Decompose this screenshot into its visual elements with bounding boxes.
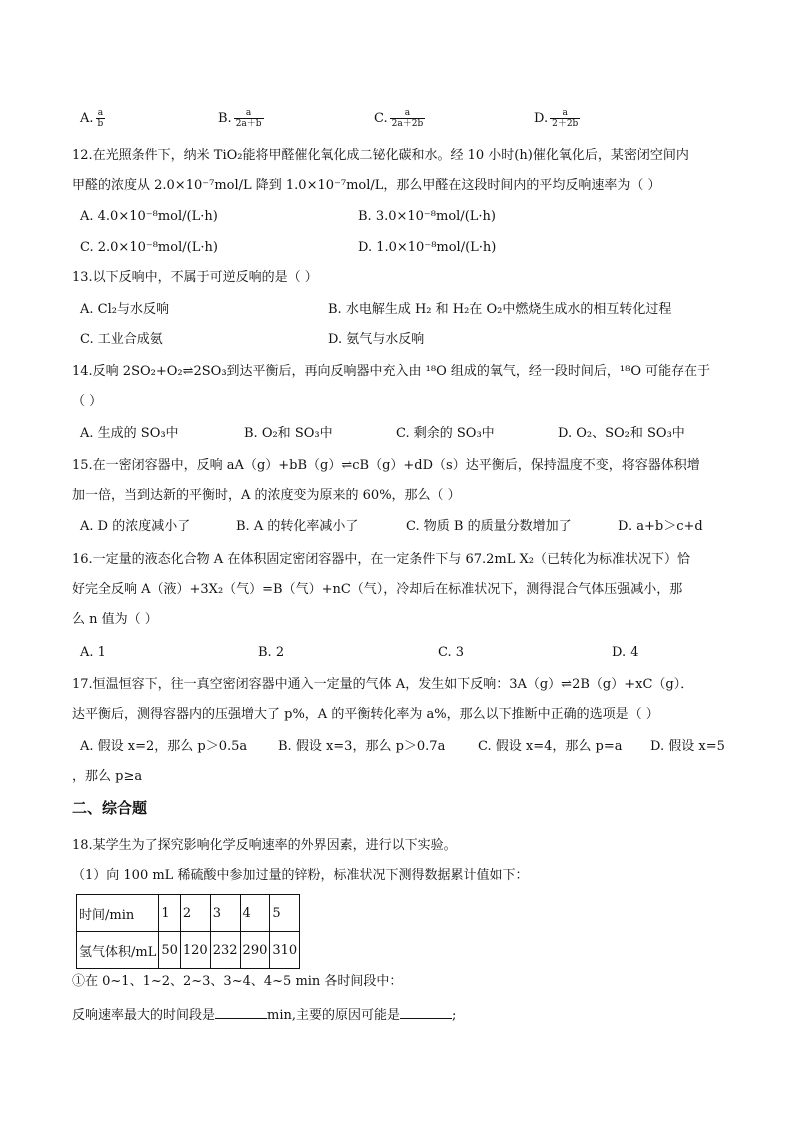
- table-cell: 时间/min: [77, 895, 159, 932]
- q13-option-c: C. 工业合成氨: [80, 332, 163, 347]
- q17-option-d-continued: ，那么 p≥a: [72, 769, 143, 784]
- q15-stem-line1: 15.在一密闭容器中，反响 aA（g）+bB（g）⇌cB（g）+dD（s）达平衡后，保持温度不变，将容器体积增: [72, 458, 700, 473]
- q15-option-d: D. a+b＞c+d: [618, 519, 703, 534]
- q17-option-b: B. 假设 x=3，那么 p＞0.7a: [278, 739, 446, 754]
- q14-option-b: B. O₂和 SO₃中: [244, 426, 333, 441]
- table-cell: 232: [210, 932, 240, 969]
- q17-stem-line2: 达平衡后，测得容器内的压强增大了 p%，A 的平衡转化率为 a%，那么以下推断中正确的选项是（ ）: [72, 707, 659, 722]
- q17-option-d: D. 假设 x=5: [650, 739, 725, 754]
- q13-option-a: A. Cl₂与水反响: [80, 302, 169, 317]
- q15-stem-line2: 加一倍，当到达新的平衡时，A 的浓度变为原来的 60%，那么（ ）: [72, 488, 461, 503]
- q15-option-c: C. 物质 B 的质量分数增加了: [406, 519, 572, 534]
- table-cell: 50: [159, 932, 181, 969]
- q13-option-d: D. 氨气与水反响: [328, 332, 425, 347]
- q18-stem-line2: （1）向 100 mL 稀硫酸中参加过量的锌粉，标准状况下测得数据累计值如下：: [72, 868, 529, 883]
- q12-option-b: B. 3.0×10⁻⁸mol/(L·h): [358, 209, 496, 224]
- q11-option-b: B. $\frac{a}{2a+b}$: [218, 108, 262, 129]
- q11-option-d: D. $\frac{a}{2+2b}$: [534, 108, 579, 129]
- table-cell: 3: [210, 895, 240, 932]
- q14-option-d: D. O₂、SO₂和 SO₃中: [558, 426, 685, 441]
- q17-option-c: C. 假设 x=4，那么 p=a: [478, 739, 623, 754]
- q16-stem-line2: 好完全反响 A（液）+3X₂（气）=B（气）+nC（气），冷却后在标准状况下，测得混合气体压强减小，那: [72, 582, 683, 597]
- table-row: [77, 895, 300, 932]
- q16-option-a: A. 1: [80, 645, 106, 660]
- q15-option-b: B. A 的转化率减小了: [236, 519, 359, 534]
- table-cell: 氢气体积/mL: [77, 932, 159, 969]
- q16-option-c: C. 3: [438, 645, 465, 660]
- table-cell: 5: [270, 895, 300, 932]
- q12-stem-line2: 甲醛的浓度从 2.0×10⁻⁷mol/L 降到 1.0×10⁻⁷mol/L，那么甲醛在这段时间内的平均反响速率为（ ）: [72, 178, 661, 193]
- q12-stem-line1: 12.在光照条件下，纳米 TiO₂能将甲醛催化氧化成二铋化碳和水。经 10 小时(h)催化氧化后，某密闭空间内: [72, 148, 689, 163]
- table-cell: 2: [180, 895, 210, 932]
- q14-option-a: A. 生成的 SO₃中: [80, 426, 179, 441]
- table-cell: 120: [180, 932, 210, 969]
- answer-blank[interactable]: [215, 1004, 267, 1019]
- q14-option-c: C. 剩余的 SO₃中: [396, 426, 495, 441]
- q13-stem: 13.以下反响中，不属于可逆反响的是（ ）: [72, 270, 318, 285]
- q11-option-a: A. $\frac{a}{b}$: [80, 108, 104, 129]
- q16-stem-line3: 么 n 值为（ ）: [72, 612, 158, 627]
- q12-option-c: C. 2.0×10⁻⁸mol/(L·h): [80, 240, 218, 255]
- table-row: [77, 932, 300, 969]
- q14-stem-line1: 14.反响 2SO₂+O₂⇌2SO₃到达平衡后，再向反响器中充入由 ¹⁸O 组成的氧气，经一段时间后，¹⁸O 可能存在于: [72, 364, 711, 379]
- table-cell: 290: [240, 932, 270, 969]
- data-table: [76, 894, 300, 969]
- q16-option-d: D. 4: [612, 645, 639, 660]
- section-title: 二、综合题: [72, 799, 148, 817]
- answer-blank[interactable]: [400, 1004, 452, 1019]
- q11-option-c: C. $\frac{a}{2a+2b}$: [374, 108, 424, 129]
- table-cell: 4: [240, 895, 270, 932]
- q12-option-a: A. 4.0×10⁻⁸mol/(L·h): [80, 209, 218, 224]
- q14-stem-line2: （ ）: [72, 394, 103, 409]
- q18-stem-line1: 18.某学生为了探究影响化学反响速率的外界因素，进行以下实验。: [72, 838, 457, 853]
- q15-option-a: A. D 的浓度减小了: [80, 519, 191, 534]
- q18-fill-line: 反响速率最大的时间段是 min,主要的原因可能是 ;: [72, 1004, 456, 1026]
- q12-option-d: D. 1.0×10⁻⁸mol/(L·h): [358, 240, 497, 255]
- q17-option-a: A. 假设 x=2，那么 p＞0.5a: [80, 739, 248, 754]
- q13-option-b: B. 水电解生成 H₂ 和 H₂在 O₂中燃烧生成水的相互转化过程: [328, 302, 672, 317]
- q18-sub-question: ①在 0~1、1~2、2~3、3~4、4~5 min 各时间段中：: [72, 974, 403, 989]
- q16-option-b: B. 2: [258, 645, 285, 660]
- table-cell: 310: [270, 932, 300, 969]
- q17-stem-line1: 17.恒温恒容下，往一真空密闭容器中通入一定量的气体 A，发生如下反响：3A（g）⇌2B（g）+xC（g）．: [72, 677, 694, 692]
- table-cell: 1: [159, 895, 181, 932]
- q16-stem-line1: 16.一定量的液态化合物 A 在体积固定密闭容器中，在一定条件下与 67.2mL X₂（已转化为标准状况下）恰: [72, 552, 690, 567]
